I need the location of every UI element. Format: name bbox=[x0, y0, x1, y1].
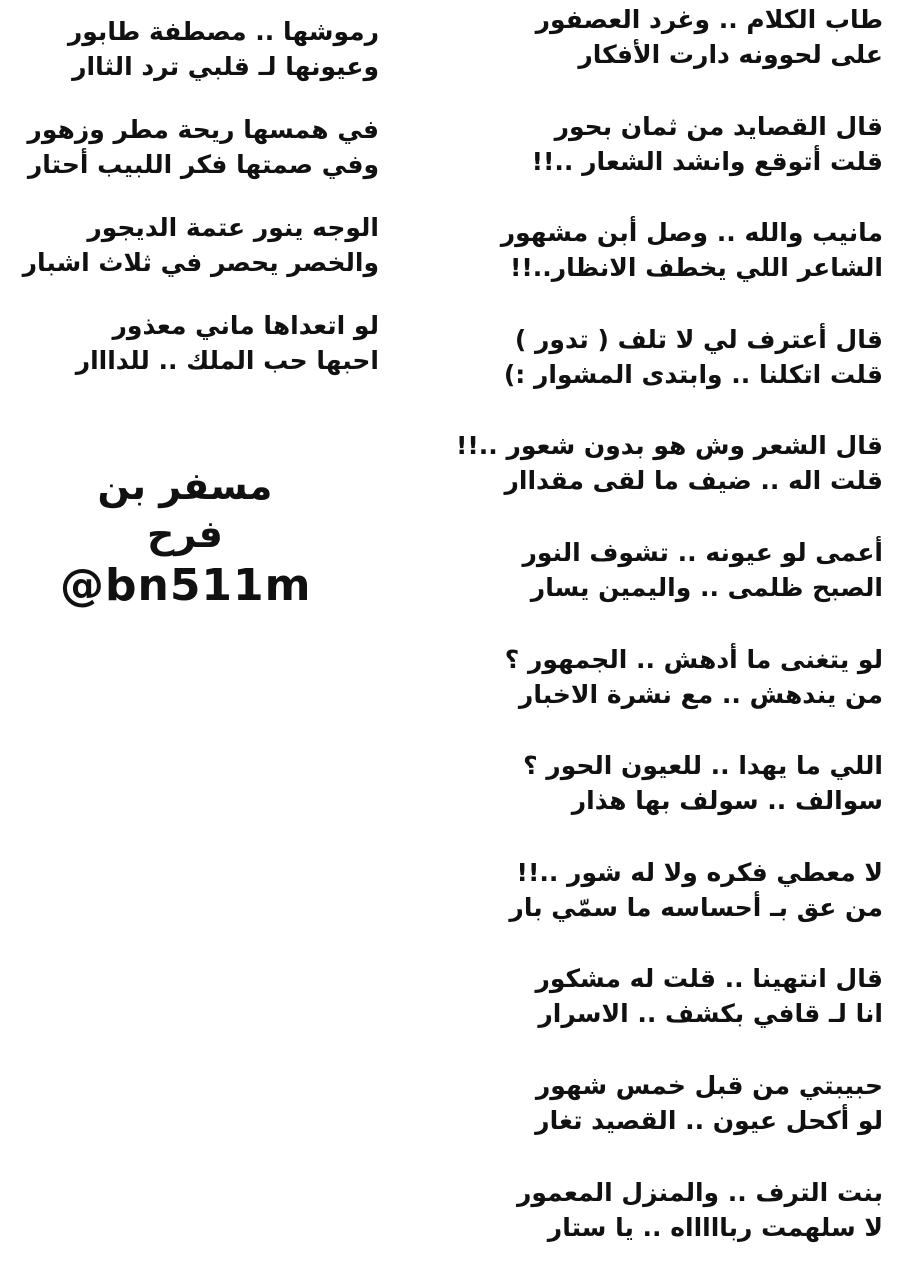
stanza bbox=[9, 308, 379, 406]
verse-line: قال أعترف لي لا تلف ( تدور ) bbox=[514, 324, 883, 354]
stanza bbox=[493, 535, 883, 642]
stanza bbox=[493, 2, 883, 109]
verse-line: رموشها .. مصطفة طابور bbox=[67, 17, 379, 46]
stanza bbox=[493, 109, 883, 216]
verse-line: قال الشعر وش هو بدون شعور ..!! bbox=[455, 431, 883, 461]
verse-line: طاب الكلام .. وغرد العصفور bbox=[535, 5, 883, 34]
verse-line: على لحوونه دارت الأفكار bbox=[578, 40, 883, 69]
poem-column-left bbox=[9, 14, 379, 406]
verse-line: وفي صمتها فكر اللبيب أحتار bbox=[27, 150, 379, 179]
stanza bbox=[455, 428, 883, 535]
verse-line: بنت الترف .. والمنزل المعمور bbox=[517, 1177, 883, 1207]
poem-column-right bbox=[455, 2, 883, 1281]
stanza bbox=[493, 1175, 883, 1281]
verse-line: لو يتغنى ما أدهش .. الجمهور ؟ bbox=[504, 644, 883, 674]
stanza bbox=[493, 855, 883, 962]
stanza bbox=[9, 14, 379, 112]
stanza bbox=[493, 322, 883, 429]
verse-line: قال انتهينا .. قلت له مشكور bbox=[535, 964, 883, 994]
verse-line: من عق بـ أحساسه ما سمّي بار bbox=[509, 892, 883, 922]
verse-line: مانيب والله .. وصل أبن مشهور bbox=[500, 218, 883, 248]
verse-line: الصبح ظلمى .. واليمين يسار bbox=[530, 572, 883, 602]
verse-line: لو اتعداها ماني معذور bbox=[112, 311, 379, 340]
stanza bbox=[493, 642, 883, 749]
verse-line: انا لـ قافي بكشف .. الاسرار bbox=[538, 999, 883, 1029]
stanza bbox=[493, 961, 883, 1068]
verse-line: قلت اتكلنا .. وابتدى المشوار :) bbox=[503, 359, 883, 389]
poet-name: مسفر بن فرح bbox=[97, 464, 273, 556]
verse-line: قلت اله .. ضيف ما لقى مقداار bbox=[504, 466, 883, 496]
verse-line: اللي ما يهدا .. للعيون الحور ؟ bbox=[523, 751, 883, 781]
stanza bbox=[493, 748, 883, 855]
verse-line: أعمى لو عيونه .. تشوف النور bbox=[522, 537, 883, 567]
verse-line: سوالف .. سولف بها هذار bbox=[571, 786, 883, 816]
verse-line: الشاعر اللي يخطف الانظار..!! bbox=[509, 253, 883, 283]
stanza bbox=[9, 210, 379, 308]
stanza bbox=[9, 112, 379, 210]
verse-line: والخصر يحصر في ثلاث اشبار bbox=[22, 248, 379, 277]
poet-signature bbox=[60, 462, 310, 614]
verse-line: لا معطي فكره ولا له شور ..!! bbox=[516, 857, 883, 887]
stanza bbox=[493, 1068, 883, 1175]
verse-line: قال القصايد من ثمان بحور bbox=[554, 111, 883, 141]
verse-line: حبيبتي من قبل خمس شهور bbox=[535, 1070, 883, 1100]
stanza bbox=[493, 215, 883, 322]
verse-line: من يندهش .. مع نشرة الاخبار bbox=[518, 679, 883, 709]
verse-line: قلت أتوقع وانشد الشعار ..!! bbox=[531, 146, 883, 176]
verse-line: لا سلهمت رباااااه .. يا ستار bbox=[547, 1212, 883, 1242]
verse-line: الوجه ينور عتمة الديجور bbox=[87, 213, 379, 242]
verse-line: لو أكحل عيون .. القصيد تغار bbox=[535, 1105, 883, 1135]
verse-line: احبها حب الملك .. للدااار bbox=[75, 346, 379, 375]
poet-handle: @bn511m bbox=[60, 560, 312, 611]
verse-line: في همسها ريحة مطر وزهور bbox=[27, 115, 379, 144]
verse-line: وعيونها لـ قلبي ترد الثاار bbox=[72, 52, 379, 81]
